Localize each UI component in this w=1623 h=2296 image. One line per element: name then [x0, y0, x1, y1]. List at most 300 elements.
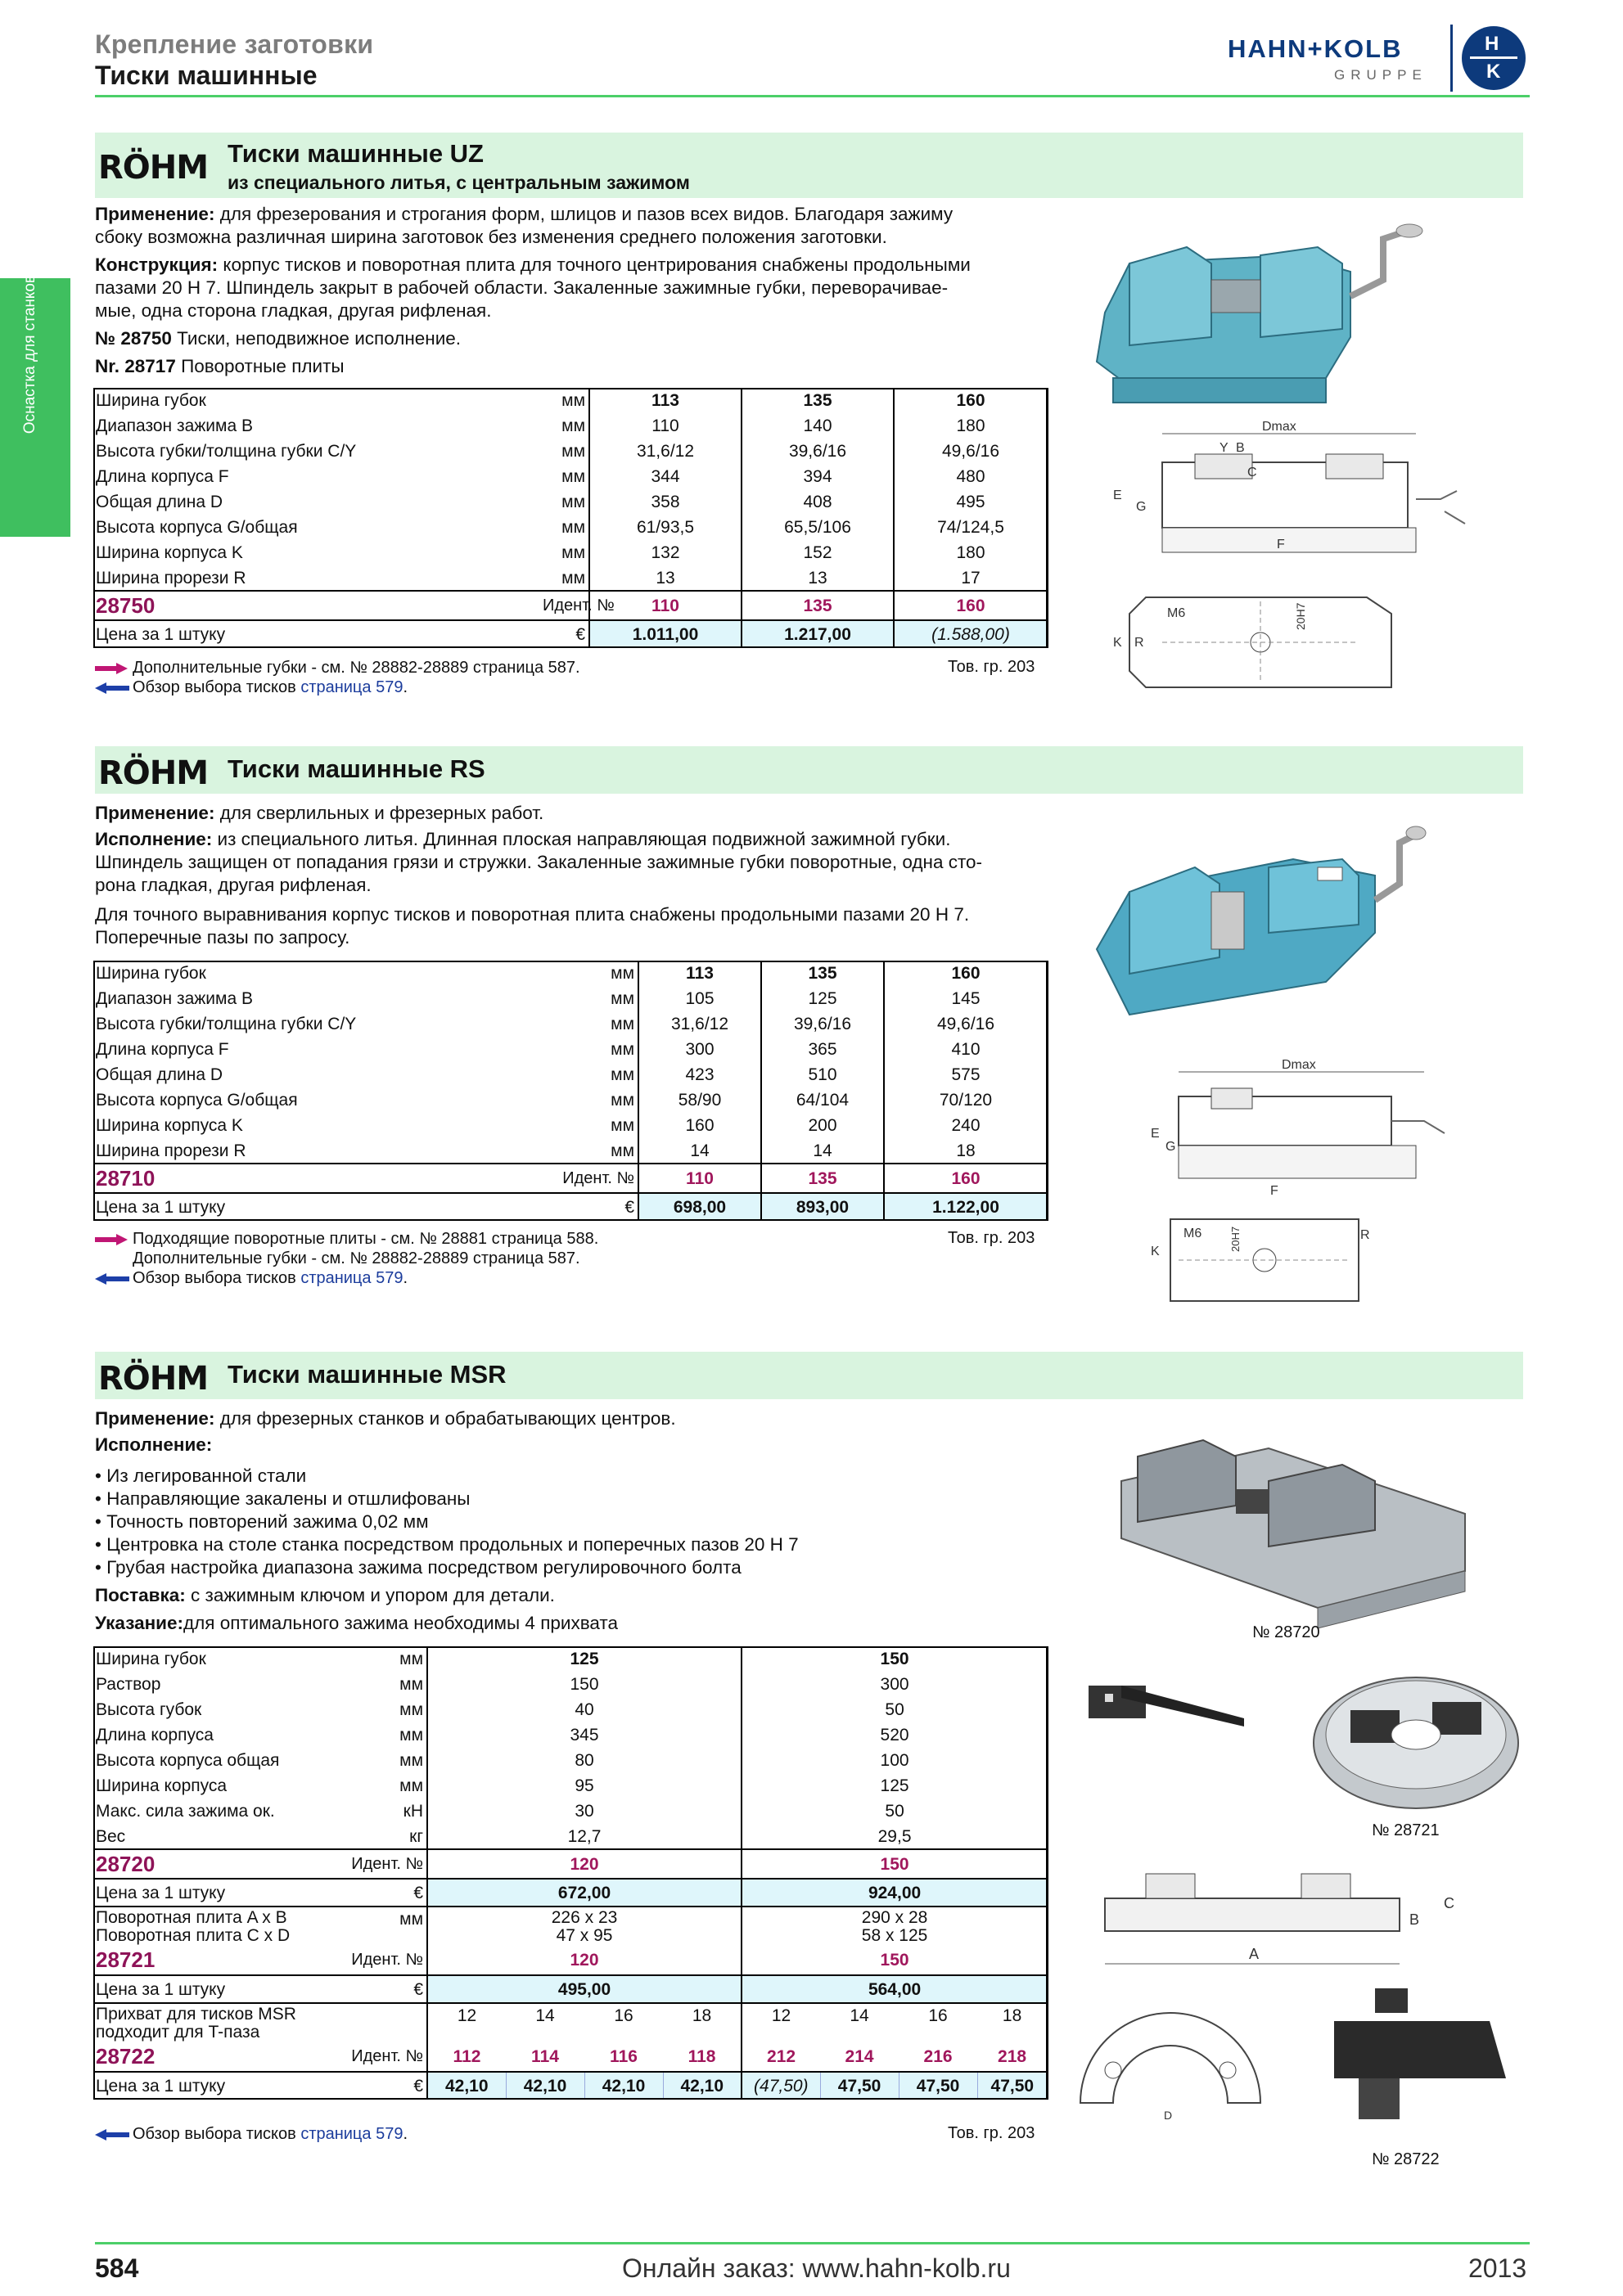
row-label: 28721 [96, 1947, 156, 1972]
row-unit: мм [540, 464, 589, 489]
msr-notes: Обзор выбора тисков страница 579. [95, 2124, 408, 2144]
table-row [93, 439, 1048, 464]
cell-value: 39,6/16 [742, 439, 894, 464]
rs-spec-table [93, 961, 1048, 1221]
clamp-row [93, 2003, 1048, 2042]
ident-value: 110 [638, 1164, 761, 1193]
t-slot-size: 18 [663, 2003, 742, 2042]
row-label: Макс. сила зажима ок. [96, 1802, 275, 1821]
row-label: Ширина губок [96, 1650, 206, 1668]
cell-value: 135 [742, 388, 894, 413]
article-number: 28710 [93, 1164, 507, 1193]
row-unit: мм [540, 540, 589, 565]
row-label: Длина корпуса F [96, 467, 229, 486]
price-row [93, 1193, 1048, 1221]
ident-value: 116 [610, 2047, 638, 2066]
cell-value: 410 [884, 1037, 1048, 1062]
price-label: Цена за 1 штуку [93, 620, 540, 648]
svg-text:20H7: 20H7 [1229, 1226, 1242, 1252]
table-row [93, 1697, 1048, 1722]
price-value: 1.217,00 [742, 620, 894, 648]
table-row [93, 464, 1048, 489]
price-value: 1.011,00 [589, 620, 742, 648]
ident-value: 218 [977, 2042, 1048, 2072]
svg-text:E: E [1113, 488, 1122, 502]
list-item: • Грубая настройка диапазона зажима посредством регулировочного болта [95, 1557, 742, 1578]
cell-value: 575 [884, 1062, 1048, 1087]
list-item: • Из легированной стали [95, 1465, 307, 1486]
price-value: 893,00 [761, 1193, 884, 1221]
ident-label: Идент. № [507, 1164, 638, 1193]
arrow-left-icon [95, 2129, 129, 2141]
cell-value: 240 [884, 1113, 1048, 1138]
cell-value: 30 [427, 1799, 742, 1824]
cell-value: 344 [589, 464, 742, 489]
t-slot-size: 14 [506, 2003, 584, 2042]
price-label: Цена за 1 штуку [93, 2072, 344, 2100]
brand-name: HAHN+KOLB [1228, 34, 1403, 63]
cell-value: 564,00 [742, 1975, 1048, 2003]
msr-clamp-photo [1326, 1972, 1514, 2136]
svg-text:Y: Y [1220, 441, 1229, 455]
hk-emblem-icon: H K [1462, 26, 1526, 90]
price-value: (1.588,00) [894, 620, 1048, 648]
svg-text:R: R [1360, 1228, 1370, 1242]
rs-alignment: Для точного выравнивания корпус тисков и поворотная плита снабжены продольными пазами 20 Н 7. Поперечные пазы по запросу. [95, 904, 970, 948]
row-unit: мм [507, 961, 638, 986]
cell-value: 49,6/16 [884, 1011, 1048, 1037]
price-value: 42,10 [427, 2072, 506, 2100]
row-label: Высота корпуса G/общая [96, 1091, 298, 1110]
price-value: 42,10 [584, 2072, 663, 2100]
caption-28722: № 28722 [1372, 2150, 1440, 2168]
arrow-right-icon [95, 1234, 129, 1245]
cell-value: 135 [761, 961, 884, 986]
row-unit: мм [507, 1037, 638, 1062]
price-row [93, 620, 1048, 648]
cell-value: 50 [742, 1697, 1048, 1722]
cell-value: 120 [427, 1946, 742, 1975]
cell-value: 510 [761, 1062, 884, 1087]
cell-value: 31,6/12 [589, 439, 742, 464]
price-value: 698,00 [638, 1193, 761, 1221]
cell-value: 49,6/16 [894, 439, 1048, 464]
list-item: • Центровка на столе станка посредством продольных и поперечных пазов 20 Н 7 [95, 1534, 799, 1555]
cell-value: 13 [589, 565, 742, 591]
t-slot-size: 12 [427, 2003, 506, 2042]
msr-plate-drawing [1097, 1849, 1490, 1980]
brand-sub: GRUPPE [1334, 67, 1427, 83]
row-label: Диапазон зажима B [96, 989, 253, 1008]
svg-text:E: E [1151, 1127, 1160, 1141]
page-number: 584 [95, 2253, 139, 2283]
cell-value: 408 [742, 489, 894, 515]
ident-value: 110 [589, 591, 742, 620]
section-title: Тиски машинные MSR [228, 1360, 507, 1389]
cell-value: 120 [427, 1849, 742, 1879]
row-unit: мм [507, 1138, 638, 1164]
svg-text:G: G [1136, 500, 1147, 514]
row-label: Высота корпуса G/общая [96, 518, 298, 537]
uz-application: Применение: для фрезерования и строгания форм, шлицов и пазов всех видов. Благодаря зажиму сбоку возможна различная ширина заготовок без изменения среднего положения заготовки. [95, 204, 954, 247]
cell-value: 12,7 [427, 1824, 742, 1849]
cell-value: 14 [761, 1138, 884, 1164]
section-header-msr [95, 1352, 1523, 1399]
ident-row [93, 1849, 1048, 1879]
t-slot-size: 18 [977, 2003, 1048, 2042]
msr-key-photo [1080, 1661, 1269, 1743]
cell-value: 160 [638, 1113, 761, 1138]
cell-value: 924,00 [742, 1879, 1048, 1907]
row-unit: мм [540, 388, 589, 413]
table-row [93, 540, 1048, 565]
msr-spec-table [93, 1646, 1048, 2100]
cell-value: 180 [894, 413, 1048, 439]
row-label: Цена за 1 штуку [93, 1975, 344, 2003]
uz-notes: Дополнительные губки - см. № 28882-28889 страница 587. Обзор выбора тисков страница 579. [95, 658, 580, 697]
cell-value: 125 [761, 986, 884, 1011]
row-unit: кг [344, 1824, 427, 1849]
section-title: Тиски машинные UZ [228, 139, 484, 168]
cell-value: 495,00 [427, 1975, 742, 2003]
arrow-right-icon [95, 663, 129, 674]
row-unit: мм [507, 1087, 638, 1113]
table-row [93, 489, 1048, 515]
rs-application: Применение: для сверлильных и фрезерных работ. [95, 803, 544, 823]
row-unit: мм [344, 1697, 427, 1722]
ident-label: Идент. № [540, 591, 589, 620]
row-label: Длина корпуса [96, 1726, 214, 1745]
section-subtitle: из специального литья, с центральным зажимом [228, 172, 690, 193]
table-row [93, 986, 1048, 1011]
svg-text:F: F [1270, 1184, 1278, 1198]
cell-value: 17 [894, 565, 1048, 591]
msr-swivel-plate-photo [1310, 1645, 1522, 1817]
msr-design-label: Исполнение: [95, 1434, 213, 1455]
row-unit: мм [507, 1011, 638, 1037]
cell-value: 160 [884, 961, 1048, 986]
cell-value: 113 [638, 961, 761, 986]
svg-text:M6: M6 [1183, 1227, 1202, 1240]
cell-value: 65,5/106 [742, 515, 894, 540]
cell-value: 13 [742, 565, 894, 591]
svg-text:B: B [1236, 441, 1245, 455]
msr-application: Применение: для фрезерных станков и обрабатывающих центров. [95, 1408, 676, 1429]
ident-label: Идент. № [344, 2042, 427, 2072]
row-label: Ширина губок [96, 964, 206, 983]
msr-vise-photo [1105, 1416, 1481, 1612]
cell-value: 180 [894, 540, 1048, 565]
table-row [93, 388, 1048, 413]
cell-value: 61/93,5 [589, 515, 742, 540]
row-label: Длина корпуса F [96, 1040, 229, 1059]
catalog-year: 2013 [1468, 2253, 1527, 2283]
row-label: Общая длина D [96, 493, 223, 511]
svg-text:R: R [1134, 636, 1144, 650]
cell-value: 40 [427, 1697, 742, 1722]
ident-value: 135 [761, 1164, 884, 1193]
ident-value: 214 [845, 2047, 874, 2066]
table-row [93, 1037, 1048, 1062]
row-label: Раствор [96, 1675, 161, 1694]
svg-text:20H7: 20H7 [1294, 602, 1307, 630]
footer-rule [95, 2242, 1530, 2244]
page-link[interactable]: страница 579 [300, 2125, 403, 2143]
side-tab-label: Оснастка для станков [21, 275, 38, 434]
svg-text:Dmax: Dmax [1262, 420, 1296, 434]
ident-value: 216 [923, 2047, 953, 2066]
uz-spec-table [93, 388, 1048, 648]
row-label: Ширина корпуса K [96, 543, 243, 562]
svg-text:Dmax: Dmax [1282, 1058, 1316, 1072]
product-group: Тов. гр. 203 [948, 658, 1035, 676]
uz-note-28750: № 28750 Тиски, неподвижное исполнение. [95, 328, 462, 349]
cell-value: 423 [638, 1062, 761, 1087]
svg-text:B: B [1409, 1911, 1420, 1928]
cell-value: 110 [589, 413, 742, 439]
cell-value: 345 [427, 1722, 742, 1748]
cell-value: 394 [742, 464, 894, 489]
cell-value: 64/104 [761, 1087, 884, 1113]
uz-top-drawing [1113, 581, 1408, 704]
svg-text:F: F [1277, 538, 1285, 551]
product-group: Тов. гр. 203 [948, 2124, 1035, 2142]
subcategory-title: Тиски машинные [95, 61, 318, 90]
svg-text:C: C [1444, 1895, 1454, 1911]
section-title: Тиски машинные RS [228, 754, 485, 783]
row-label: Общая длина D [96, 1065, 223, 1084]
svg-text:G: G [1165, 1140, 1176, 1154]
table-row [93, 515, 1048, 540]
row-label: Высота корпуса общая [96, 1751, 280, 1770]
price-value: 47,50 [899, 2072, 977, 2100]
price-row [93, 1975, 1048, 2003]
ident-value: 135 [742, 591, 894, 620]
row-unit: мм [344, 1672, 427, 1697]
table-row [93, 1748, 1048, 1773]
rs-vise-photo [1080, 810, 1424, 1023]
cell-value: 365 [761, 1037, 884, 1062]
caption-28720: № 28720 [1252, 1623, 1320, 1641]
currency: € [540, 620, 589, 648]
cell-value: 145 [884, 986, 1048, 1011]
ident-value: 212 [767, 2047, 796, 2066]
rohm-logo: RÖHM [98, 149, 209, 187]
svg-text:K: K [1151, 1245, 1160, 1258]
cell-value: 150 [742, 1646, 1048, 1672]
cell-value: 152 [742, 540, 894, 565]
ident-value: 160 [894, 591, 1048, 620]
table-row [93, 1646, 1048, 1672]
row-unit: мм [540, 413, 589, 439]
cell-value: 520 [742, 1722, 1048, 1748]
row-label: Ширина корпуса K [96, 1116, 243, 1135]
rs-side-drawing [1121, 1056, 1465, 1203]
online-order-link[interactable]: Онлайн заказ: www.hahn-kolb.ru [622, 2253, 1011, 2283]
cell-value: 125 [742, 1773, 1048, 1799]
page-link[interactable]: страница 579 [300, 678, 403, 696]
cell-value: 200 [761, 1113, 884, 1138]
row-label: Ширина прорези R [96, 568, 246, 588]
product-group: Тов. гр. 203 [948, 1229, 1035, 1247]
price-value: 42,10 [506, 2072, 584, 2100]
cell-value: 29,5 [742, 1824, 1048, 1849]
t-slot-size: 12 [742, 2003, 820, 2042]
cell-value: 58/90 [638, 1087, 761, 1113]
article-number: 28750 [93, 591, 540, 620]
row-unit: мм [540, 515, 589, 540]
cell-value: 39,6/16 [761, 1011, 884, 1037]
table-row [93, 565, 1048, 591]
cell-value: 480 [894, 464, 1048, 489]
cell-value: 300 [638, 1037, 761, 1062]
ident-row [93, 1164, 1048, 1193]
rs-notes: Подходящие поворотные плиты - см. № 28881 страница 588. Дополнительные губки - см. № 28882-28889 страница 587. Обзор выбора тисков страница 579. [95, 1229, 598, 1288]
row-label: Ширина губок [96, 391, 206, 410]
plate-row [93, 1907, 1048, 1946]
cell-value: 50 [742, 1799, 1048, 1824]
cell-value: 31,6/12 [638, 1011, 761, 1037]
page-link[interactable]: страница 579 [300, 1269, 403, 1287]
row-unit: мм [540, 439, 589, 464]
cell-value: 132 [589, 540, 742, 565]
plate-value: 226 x 23 47 x 95 [427, 1907, 742, 1946]
cell-value: 300 [742, 1672, 1048, 1697]
ident-row [93, 1946, 1048, 1975]
t-slot-size: 16 [899, 2003, 977, 2042]
list-item: • Точность повторений зажима 0,02 мм [95, 1511, 429, 1532]
price-row [93, 1879, 1048, 1907]
plate-label: Поворотная плита A x B Поворотная плита C x D [93, 1907, 344, 1946]
row-label: Ширина прорези R [96, 1141, 246, 1160]
table-row [93, 1722, 1048, 1748]
cell-value: 140 [742, 413, 894, 439]
caption-28721: № 28721 [1372, 1821, 1440, 1839]
table-row [93, 1113, 1048, 1138]
row-unit: € [344, 1975, 427, 2003]
arrow-left-icon [95, 1273, 129, 1285]
cell-value: 74/124,5 [894, 515, 1048, 540]
row-unit: мм [507, 1062, 638, 1087]
table-row [93, 1773, 1048, 1799]
row-label: Вес [96, 1826, 126, 1846]
row-label: Высота губки/толщина губки C/Y [96, 1015, 357, 1033]
row-unit: мм [344, 1773, 427, 1799]
rs-design: Исполнение: из специального литья. Длинная плоская направляющая подвижной зажимной губки. Шпиндель защищен от попадания грязи и стружки. Закаленные зажимные губки поворотные, одна сто- рона гладкая, другая рифленая. [95, 829, 983, 895]
price-value: 47,50 [977, 2072, 1048, 2100]
cell-value: 150 [742, 1946, 1048, 1975]
row-unit: мм [344, 1722, 427, 1748]
price-value: 42,10 [663, 2072, 742, 2100]
section-header-rs [95, 746, 1523, 794]
currency: € [344, 2072, 427, 2100]
section-header-uz [95, 133, 1523, 198]
cell-value: 150 [742, 1849, 1048, 1879]
row-unit: Идент. № [344, 1946, 427, 1975]
table-row [93, 1087, 1048, 1113]
svg-text:C: C [1247, 466, 1257, 479]
row-label: Ширина корпуса [96, 1776, 228, 1795]
article-number: 28722 [96, 2044, 156, 2069]
uz-side-drawing [1113, 417, 1481, 573]
row-unit: мм [507, 986, 638, 1011]
hahn-kolb-logo [1228, 25, 1529, 92]
arrow-left-icon [95, 682, 129, 694]
t-slot-size: 16 [584, 2003, 663, 2042]
price-value: (47,50) [742, 2072, 820, 2100]
cell-value: 14 [638, 1138, 761, 1164]
cell-value: 125 [427, 1646, 742, 1672]
svg-text:M6: M6 [1167, 606, 1186, 620]
cell-value: 18 [884, 1138, 1048, 1164]
rohm-logo: RÖHM [98, 1360, 209, 1398]
price-value: 47,50 [820, 2072, 899, 2100]
cell-value: 495 [894, 489, 1048, 515]
ident-value: 114 [531, 2047, 559, 2066]
header-rule [95, 95, 1530, 97]
cell-value: 95 [427, 1773, 742, 1799]
clamp-label: Прихват для тисков MSR подходит для T-паза [93, 2003, 344, 2042]
row-unit: мм [344, 1646, 427, 1672]
row-unit: мм [540, 565, 589, 591]
table-row [93, 1138, 1048, 1164]
ident-value: 112 [453, 2047, 481, 2066]
category-title: Крепление заготовки [95, 29, 374, 59]
table-row [93, 1672, 1048, 1697]
currency: € [507, 1193, 638, 1221]
svg-text:D: D [1164, 2109, 1173, 2122]
plate-value: 290 x 28 58 x 125 [742, 1907, 1048, 1946]
row-unit: кН [344, 1799, 427, 1824]
cell-value: 80 [427, 1748, 742, 1773]
price-value: 1.122,00 [884, 1193, 1048, 1221]
ident-row [93, 591, 1048, 620]
cell-value: 113 [589, 388, 742, 413]
msr-bullet-list [95, 1465, 799, 1579]
row-label: Диапазон зажима B [96, 416, 253, 435]
row-label: Высота губок [96, 1700, 202, 1719]
svg-text:K: K [1113, 636, 1122, 650]
table-row [93, 1062, 1048, 1087]
msr-ring-drawing [1072, 1988, 1269, 2122]
row-unit: € [344, 1879, 427, 1907]
price-label: Цена за 1 штуку [93, 1193, 507, 1221]
row-unit: Идент. № [344, 1849, 427, 1879]
table-row [93, 1011, 1048, 1037]
cell-value: 105 [638, 986, 761, 1011]
table-row [93, 961, 1048, 986]
table-row [93, 1824, 1048, 1849]
table-row [93, 1799, 1048, 1824]
t-slot-size: 14 [820, 2003, 899, 2042]
row-unit: мм [507, 1113, 638, 1138]
uz-vise-photo [1080, 214, 1424, 411]
msr-delivery: Поставка: с зажимным ключом и упором для детали. [95, 1585, 555, 1605]
row-unit: мм [344, 1748, 427, 1773]
row-unit: мм [540, 489, 589, 515]
rs-top-drawing [1146, 1203, 1391, 1309]
row-label: Цена за 1 штуку [93, 1879, 344, 1907]
table-row [93, 413, 1048, 439]
uz-note-28717: Nr. 28717 Поворотные плиты [95, 356, 345, 376]
cell-value: 100 [742, 1748, 1048, 1773]
row-unit: мм [344, 1907, 427, 1946]
row-label: 28720 [93, 1849, 344, 1879]
cell-value: 358 [589, 489, 742, 515]
list-item: • Направляющие закалены и отшлифованы [95, 1488, 471, 1509]
cell-value: 160 [894, 388, 1048, 413]
cell-value: 70/120 [884, 1087, 1048, 1113]
